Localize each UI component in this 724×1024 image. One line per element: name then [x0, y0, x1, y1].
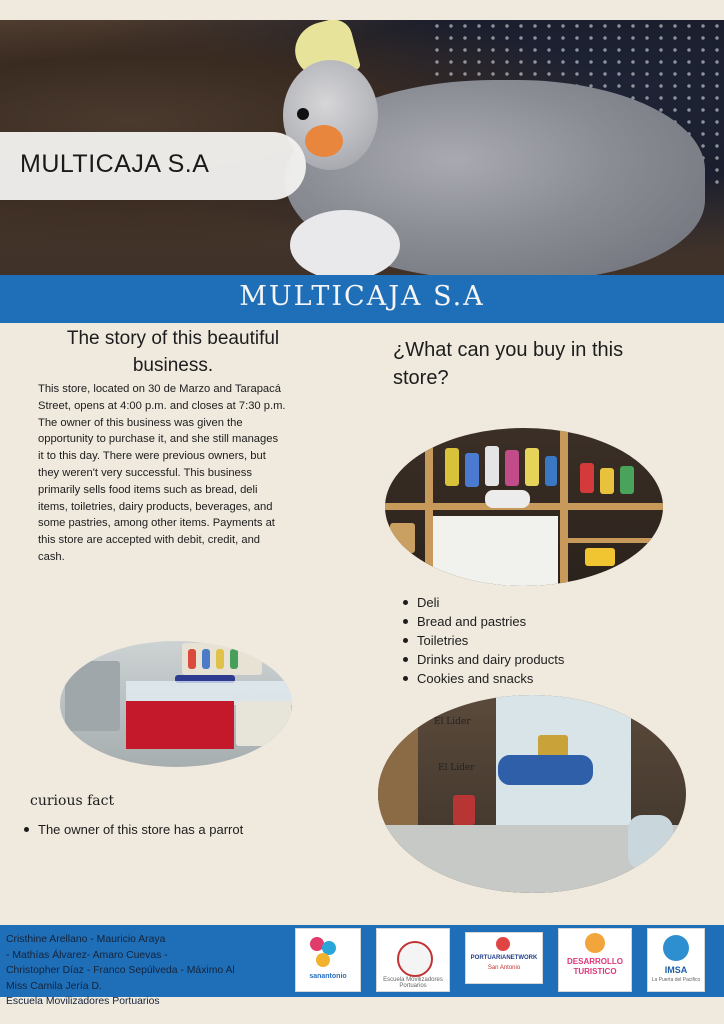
credits-line: Christopher Díaz - Franco Sepúlveda - Máximo Al — [6, 965, 235, 976]
buy-list — [400, 593, 564, 688]
product — [600, 468, 614, 494]
story-line: they weren't very successful. This business — [38, 466, 252, 479]
product — [445, 448, 459, 486]
product — [620, 466, 634, 494]
turistico-logo — [558, 928, 632, 992]
curious-list — [22, 820, 243, 839]
store-sign: El Lider — [434, 717, 471, 727]
credits-line: Cristhine Arellano - Mauricio Araya — [6, 934, 166, 945]
buy-title — [393, 336, 693, 392]
credits-line: Miss Camila Jería D. — [6, 980, 102, 992]
deli-photo — [60, 641, 292, 767]
story-line: This store, located on 30 de Marzo and Tarapacá — [38, 383, 281, 395]
logo-shape — [663, 935, 689, 961]
logo-text: PORTUARIANETWORK — [470, 955, 538, 961]
product — [465, 453, 479, 487]
parrot-belly — [290, 210, 400, 275]
story-line: some pastries, among other items. Payments at — [38, 517, 275, 530]
story-line: this store are accepted with debit, credit, and — [38, 534, 261, 547]
parrot-cheek — [305, 125, 343, 157]
credits-line: - Mathías Álvarez- Amaro Cuevas - — [6, 949, 168, 961]
escuela-logo — [376, 928, 450, 992]
buy-title-line: store? — [393, 367, 449, 389]
logo-text: IMSA — [664, 965, 688, 975]
story-line: The owner of this business was given the — [38, 416, 243, 429]
hero-badge-text: MULTICAJA S.A — [20, 150, 210, 178]
story-paragraph — [38, 381, 322, 566]
logo-text: TURISTICO — [573, 967, 617, 976]
seal-shape — [397, 941, 433, 977]
buy-list-item: Deli — [400, 593, 564, 612]
product — [230, 649, 238, 669]
product — [485, 446, 499, 486]
story-line: opportunity to purchase it, and she still manages — [38, 433, 279, 446]
logo-shape — [316, 953, 330, 967]
sanantonio-logo — [295, 928, 361, 992]
logo-text: DESARROLLO — [567, 957, 623, 966]
display-fridge — [65, 661, 120, 731]
parked-car — [498, 755, 593, 785]
chair — [628, 815, 673, 870]
network-logo — [465, 932, 543, 984]
curious-list-item: The owner of this store has a parrot — [22, 820, 243, 839]
title-banner — [0, 275, 724, 323]
credits-line: Escuela Movilizadores Portuarios — [6, 996, 160, 1007]
story-line: primarily sells food items such as bread, deli — [38, 483, 258, 496]
counter-panel — [433, 516, 558, 586]
side-fridge — [236, 701, 291, 746]
hero-photo — [0, 20, 724, 275]
credits — [6, 932, 296, 1010]
product — [580, 463, 594, 493]
product — [585, 548, 615, 566]
curious-title: curious fact — [30, 793, 115, 809]
buy-title-line: ¿What can you buy in this — [393, 339, 624, 361]
logo-shape — [496, 937, 510, 951]
buy-list-item: Toiletries — [400, 631, 564, 650]
product — [545, 456, 557, 486]
product — [525, 448, 539, 486]
buy-list-item: Drinks and dairy products — [400, 650, 564, 669]
product — [188, 649, 196, 669]
product — [390, 523, 415, 553]
shelf-board — [568, 538, 663, 543]
logo-subtext: San Antonio — [487, 965, 521, 971]
side-shelf — [378, 705, 418, 845]
story-title-line: The story of this beautiful — [66, 328, 280, 349]
store-sign: El Lider — [438, 763, 475, 773]
parrot-eye — [297, 108, 309, 120]
product — [216, 649, 224, 669]
story-line: cash. — [38, 550, 65, 563]
product — [505, 450, 519, 486]
logo-text: Escuela Movilizadores Portuarios — [383, 977, 443, 989]
entrance-photo — [378, 695, 686, 893]
story-line: Street, opens at 4:00 p.m. and closes at 7:30 p.m. — [38, 399, 286, 412]
logo-text: sanantonio — [309, 973, 347, 980]
story-line: items, toiletries, dairy products, beverages, and — [38, 500, 273, 513]
product-bag — [485, 490, 530, 508]
story-title-line: business. — [132, 355, 214, 376]
buy-list-item: Bread and pastries — [400, 612, 564, 631]
banner-title: MULTICAJA S.A — [239, 281, 485, 312]
buy-list-item: Cookies and snacks — [400, 669, 564, 688]
hero-badge — [0, 132, 306, 200]
logo-subtext: La Puerta del Pacifico — [651, 977, 701, 983]
product — [202, 649, 210, 669]
red-box — [453, 795, 475, 825]
imsa-logo — [647, 928, 705, 992]
deli-counter — [126, 701, 234, 749]
story-title — [38, 325, 308, 379]
shelves-photo — [385, 428, 663, 586]
story-line: it to this day. There were previous owners, but — [38, 450, 266, 463]
logo-shape — [585, 933, 605, 953]
